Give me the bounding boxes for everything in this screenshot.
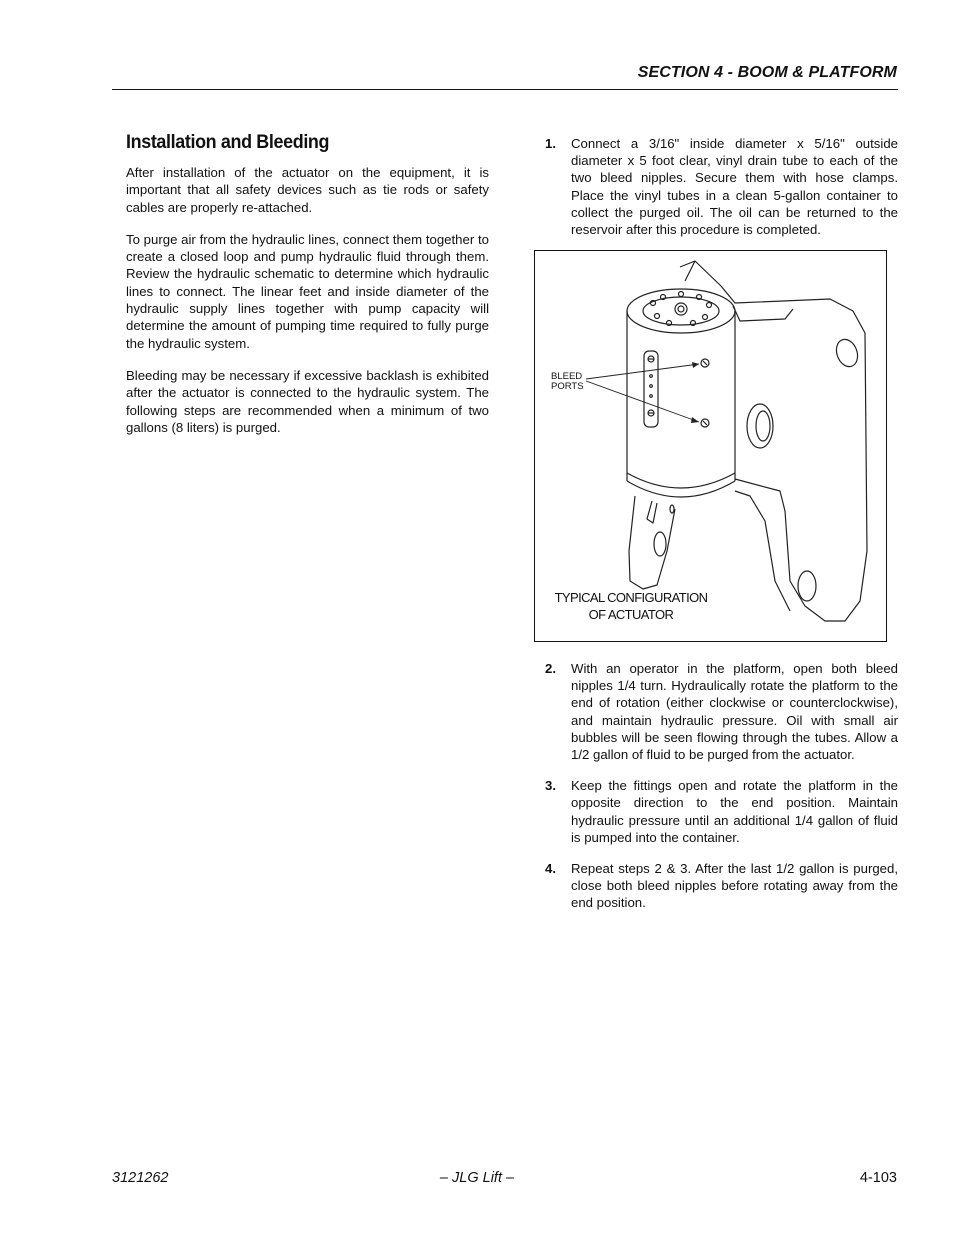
actuator-figure — [534, 250, 887, 642]
step-item — [545, 135, 898, 238]
step-text: Keep the fittings open and rotate the platform in the opposite direction to the end position. Maintain hydraulic pressure until an additional 1/4 gallon of fluid is pumped into the container. — [571, 778, 898, 845]
figure-caption — [535, 589, 727, 623]
section-title: SECTION 4 - BOOM & PLATFORM — [637, 64, 897, 81]
step-number: 1. — [545, 136, 556, 151]
step-number: 3. — [545, 778, 556, 794]
doc-number: 3121262 — [112, 1170, 169, 1186]
step-number: 2. — [545, 661, 556, 676]
page-number: 4-103 — [859, 1170, 897, 1186]
step-text: Repeat steps 2 & 3. After the last 1/2 gallon is purged, close both bleed nipples before rotating away from the end position. — [571, 861, 898, 911]
step-list-top — [545, 135, 898, 252]
step-item — [545, 777, 898, 846]
caption-line1: TYPICAL CONFIGURATION — [554, 590, 708, 605]
step-text: With an operator in the platform, open both bleed nipples 1/4 turn. Hydraulically rotate the platform to the end of rotation (either clockwise or counterclockwise), and maintain hydraulic pressure. Oil with small air bubbles will be seen flowing through the tubes. Allow a 1/2 gallon of fluid to be purged from the actuator. — [571, 661, 898, 763]
paragraph-intro: After installation of the actuator on the equipment, it is important that all safety devices such as tie rods or safety cables are properly re-attached. — [126, 165, 489, 215]
footer-brand: – JLG Lift – — [439, 1170, 515, 1186]
left-column — [126, 131, 489, 451]
section-heading: Installation and Bleeding — [126, 131, 330, 153]
actuator-drawing — [535, 251, 886, 641]
caption-line2: OF ACTUATOR — [588, 607, 674, 622]
step-item — [545, 860, 898, 912]
bleed-label-line2: PORTS — [551, 381, 584, 392]
header-divider — [112, 89, 898, 90]
step-text: Connect a 3/16" inside diameter x 5/16" outside diameter x 5 foot clear, vinyl drain tube to each of the two bleed nipples. Secure them with hose clamps. Place the vinyl tubes in a clean 5-gallon container to collect the purged oil. The oil can be returned to the reservoir after this procedure is completed. — [571, 136, 898, 238]
paragraph-purge: To purge air from the hydraulic lines, connect them together to create a closed loop and pump hydraulic fluid through them. Review the hydraulic schematic to determine which hydraulic lines to connect. The linear feet and inside diameter of the hydraulic supply lines together with pump capacity will determine the amount of pumping time required to fully purge the hydraulic system. — [126, 231, 489, 351]
bleed-ports-label — [551, 372, 584, 392]
paragraph-bleeding: Bleeding may be necessary if excessive backlash is exhibited after the actuator is connected to the hydraulic system. The following steps are recommended when a minimum of two gallons (8 liters) is purged. — [126, 367, 489, 435]
step-number: 4. — [545, 861, 556, 877]
step-item — [545, 660, 898, 763]
step-list-bottom — [545, 660, 898, 926]
bleed-label-line1: BLEED — [551, 371, 583, 382]
